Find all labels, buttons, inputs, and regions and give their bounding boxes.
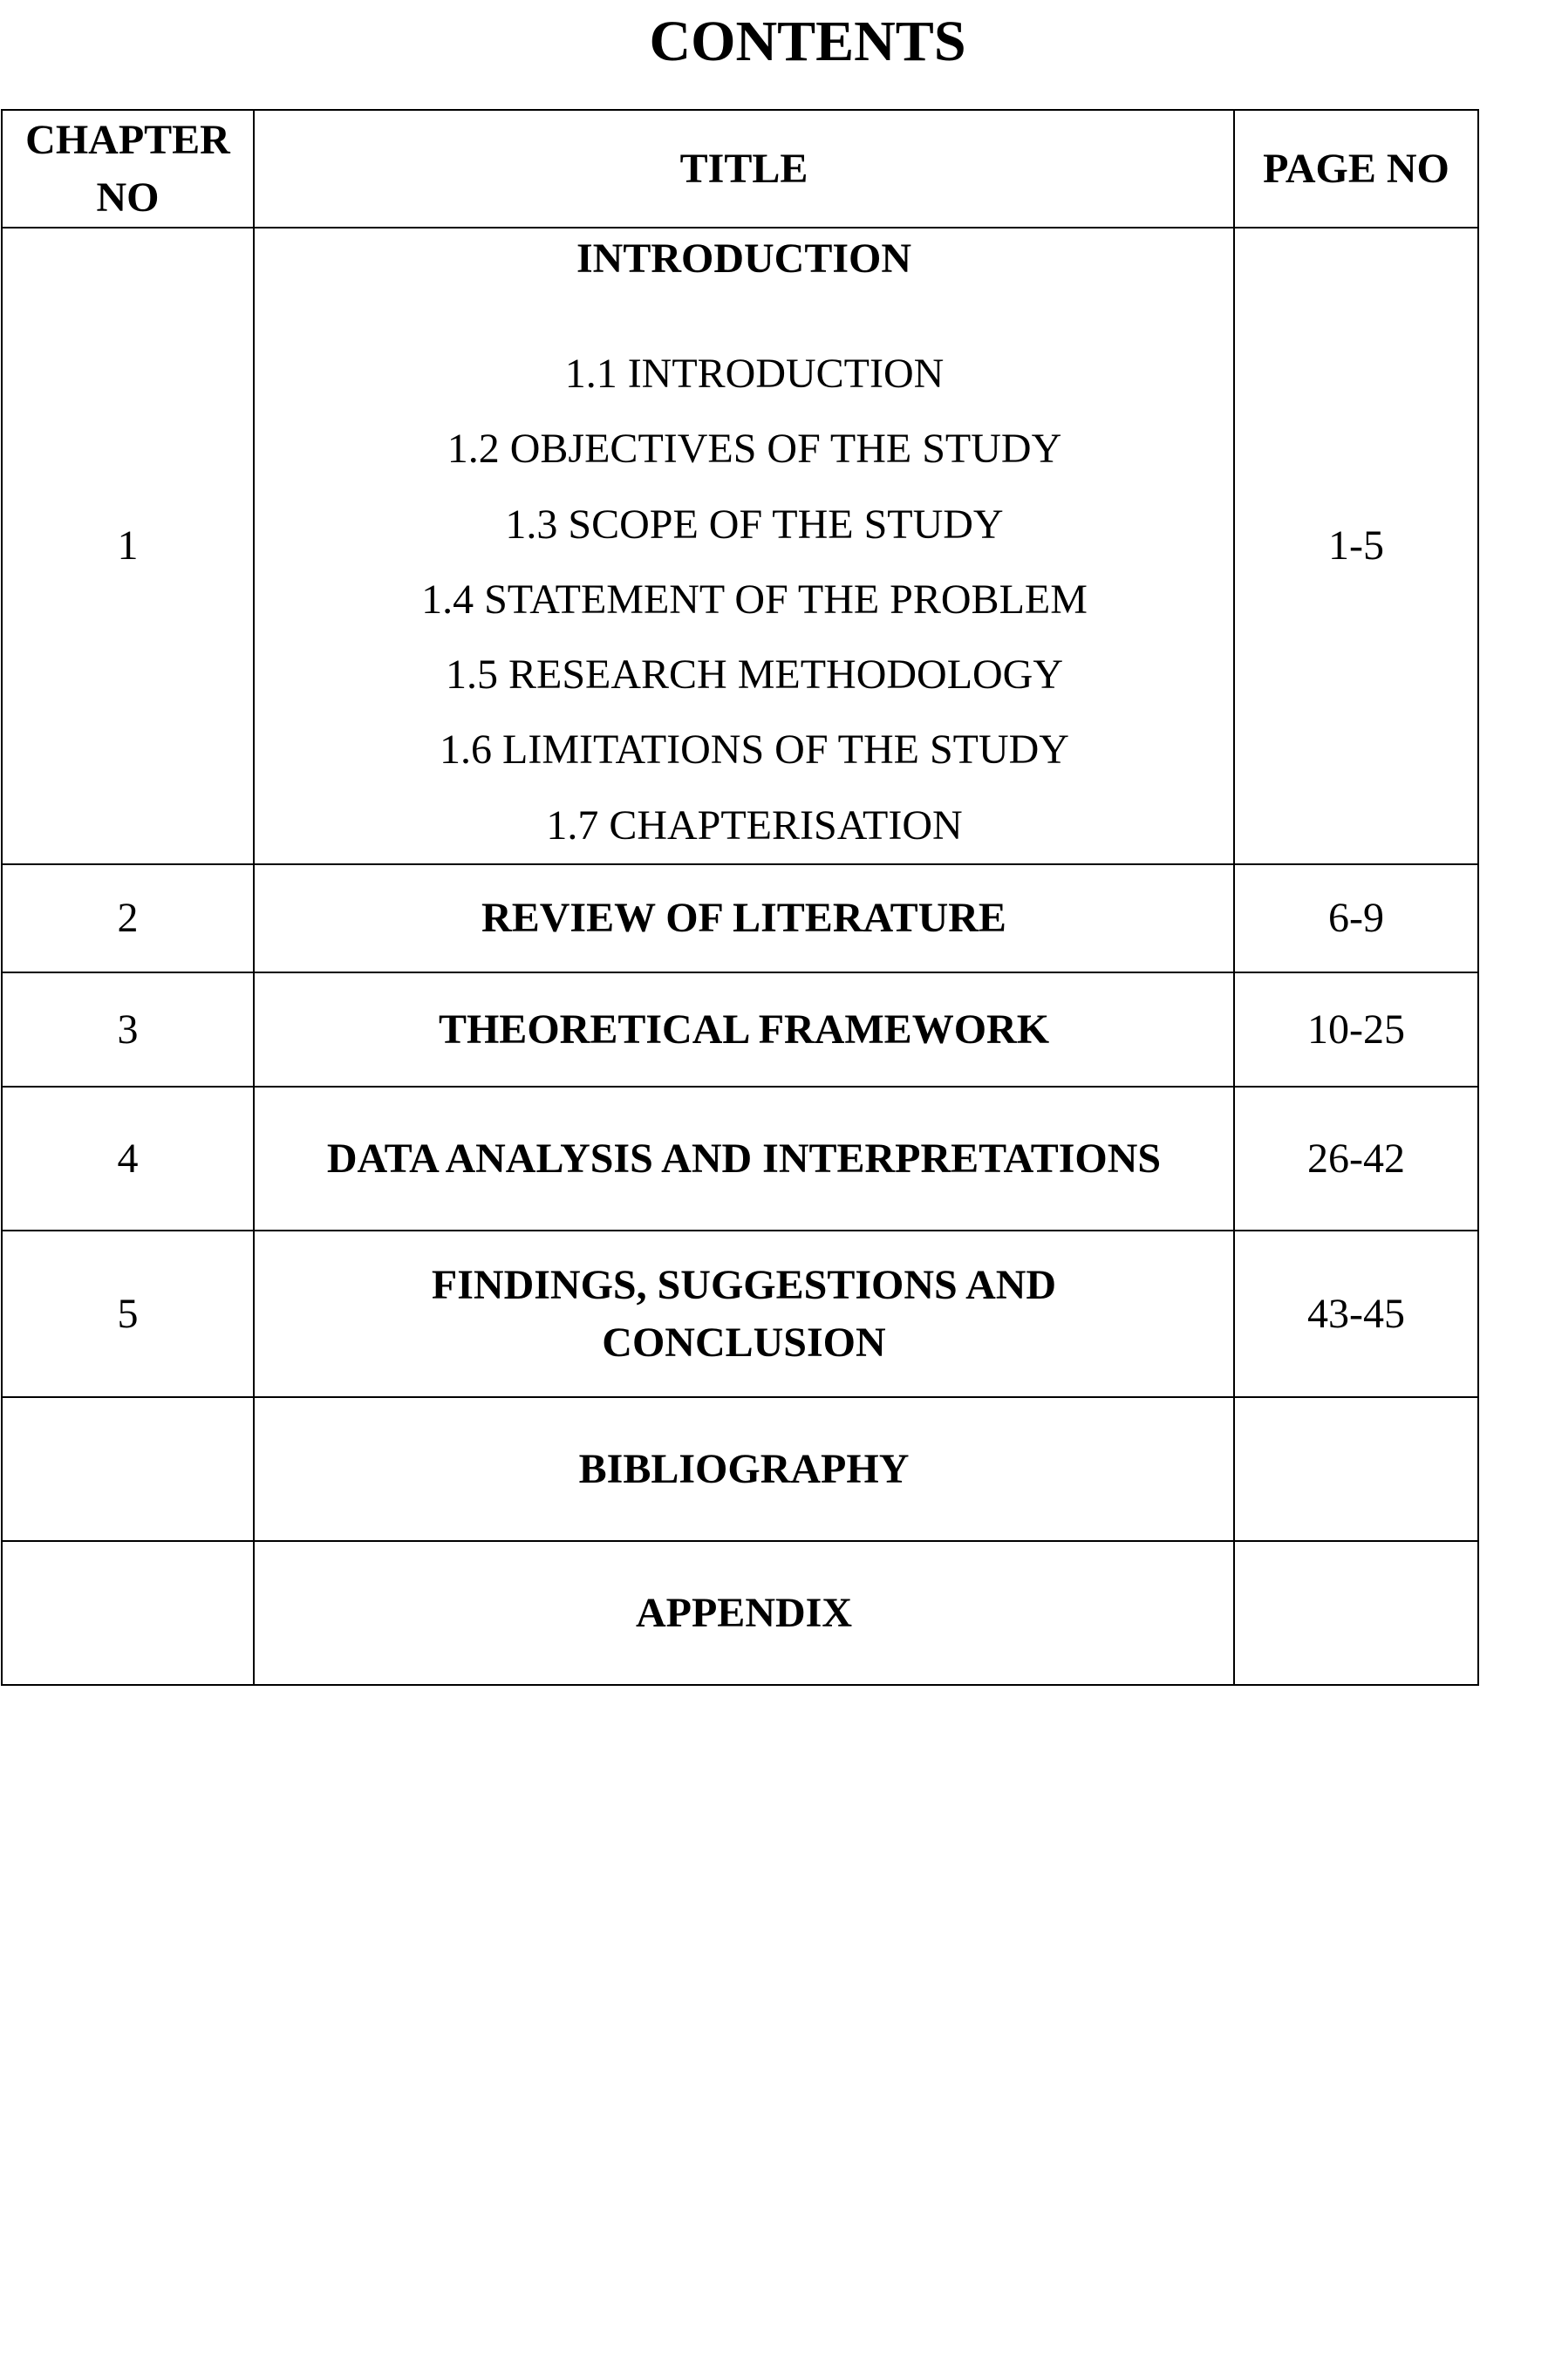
chapter-number: [2, 1541, 254, 1685]
chapter-title: APPENDIX: [254, 1541, 1234, 1685]
chapter-number: 2: [2, 864, 254, 972]
chapter-title: THEORETICAL FRAMEWORK: [254, 972, 1234, 1087]
header-title: TITLE: [254, 110, 1234, 228]
header-chapter-no: CHAPTER NO: [2, 110, 254, 228]
subsection-list: [255, 337, 1233, 863]
chapter-title: REVIEW OF LITERATURE: [254, 864, 1234, 972]
table-row: [2, 228, 1478, 864]
subsection-item: 1.6 LIMITATIONS OF THE STUDY: [440, 726, 1069, 774]
header-page-no: PAGE NO: [1234, 110, 1478, 228]
subsection-item: 1.7 CHAPTERISATION: [546, 801, 963, 849]
subsection-item: 1.5 RESEARCH METHODOLOGY: [446, 651, 1063, 699]
table-row: [2, 1541, 1478, 1685]
page-range: [1234, 1397, 1478, 1541]
chapter-title: INTRODUCTION: [576, 235, 912, 282]
table-row: [2, 1087, 1478, 1231]
chapter-title: DATA ANALYSIS AND INTERPRETATIONS: [254, 1087, 1234, 1231]
page-range: [1234, 1541, 1478, 1685]
subsection-item: 1.2 OBJECTIVES OF THE STUDY: [447, 426, 1062, 473]
page-range: 43-45: [1234, 1231, 1478, 1397]
page-range: 26-42: [1234, 1087, 1478, 1231]
chapter-title: FINDINGS, SUGGESTIONS AND CONCLUSION: [431, 1261, 1057, 1366]
chapter-title-cell: [254, 1231, 1234, 1397]
subsection-item: 1.1 INTRODUCTION: [564, 351, 945, 397]
subsection-item: 1.4 STATEMENT OF THE PROBLEM: [421, 576, 1088, 623]
page-range: 1-5: [1234, 228, 1478, 864]
chapter-number: 5: [2, 1231, 254, 1397]
chapter-number: [2, 1397, 254, 1541]
chapter-number: 3: [2, 972, 254, 1087]
chapter-number: 4: [2, 1087, 254, 1231]
subsection-item: 1.3 SCOPE OF THE STUDY: [505, 501, 1004, 548]
page-title: CONTENTS: [649, 10, 966, 73]
table-row: [2, 1397, 1478, 1541]
table-header-row: [2, 110, 1478, 228]
page-range: 10-25: [1234, 972, 1478, 1087]
contents-table: [1, 109, 1479, 1686]
chapter-title-cell: [254, 228, 1234, 864]
table-row: [2, 972, 1478, 1087]
table-row: [2, 864, 1478, 972]
chapter-number: 1: [2, 228, 254, 864]
chapter-title: BIBLIOGRAPHY: [254, 1397, 1234, 1541]
table-row: [2, 1231, 1478, 1397]
page-range: 6-9: [1234, 864, 1478, 972]
